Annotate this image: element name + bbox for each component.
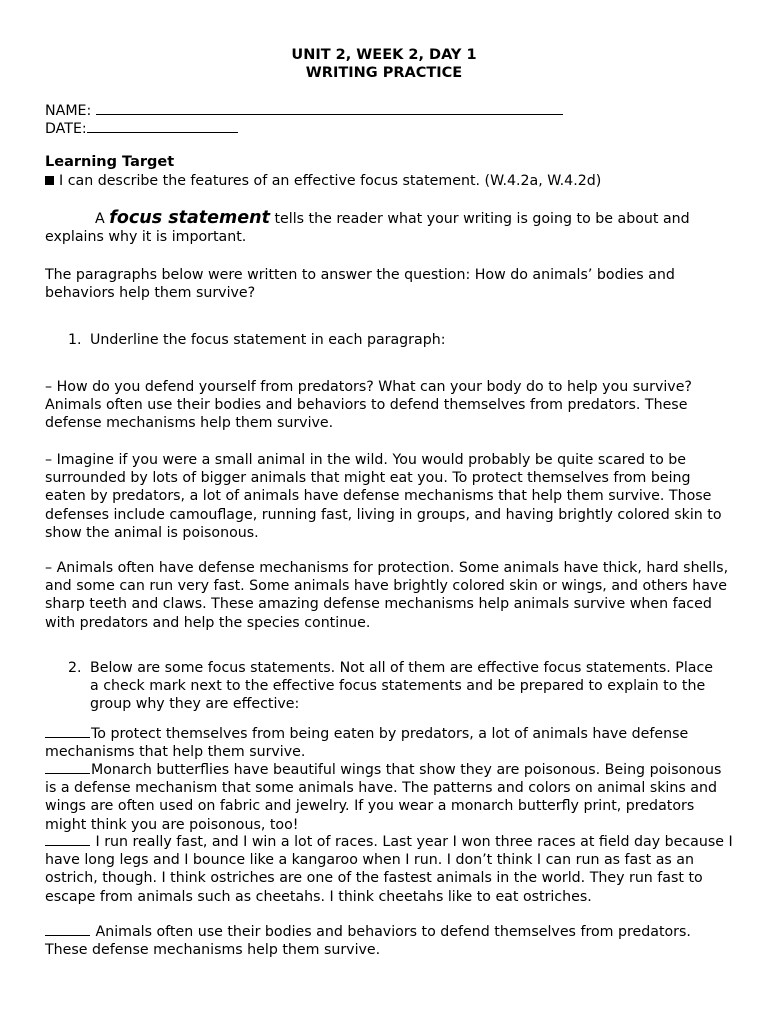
question-1: [68, 331, 748, 349]
statement-4: [45, 922, 735, 959]
question-1-number: 1.: [68, 332, 82, 348]
learning-target-text: I can describe the features of an effective focus statement. (W.4.2a, W.4.2d): [59, 173, 602, 189]
statement-text: I run really fast, and I win a lot of races. Last year I won three races at field day because I have long legs and I bounce like a kangaroo when I run. I don’t think I can run as fast as an ostrich, though. I think ostriches are one of the fastest animals in the world. They run fast to escape from animals such as cheetahs. I think cheetahs like to eat ostriches.: [45, 834, 733, 905]
paragraph-3[interactable]: – Animals often have defense mechanisms for protection. Some animals have thick, hard shells, and some can run very fast. Some animals have brightly colored skin or wings, and others have sharp teeth and claws. These amazing defense mechanisms help animals survive when faced with predators and help the species continue.: [45, 560, 729, 631]
statement-2: [45, 760, 735, 834]
check-blank[interactable]: [45, 832, 90, 846]
statement-text: Monarch butterflies have beautiful wings that show they are poisonous. Being poisonous is a defense mechanism that some animals have. The patterns and colors on animal skins and wings are often used on fabric and jewelry. If you wear a monarch butterfly print, predators might think you are poisonous, too!: [45, 762, 722, 833]
date-line: [45, 119, 238, 137]
check-blank[interactable]: [45, 922, 90, 936]
question-2-number: 2.: [68, 660, 82, 676]
date-blank[interactable]: [87, 119, 238, 133]
statement-text: Animals often use their bodies and behaviors to defend themselves from predators. These defense mechanisms help them survive.: [45, 924, 691, 959]
date-label: DATE:: [45, 121, 87, 137]
question-2-prompt: Below are some focus statements. Not all of them are effective focus statements. Place a check mark next to the effective focus statements and be prepared to explain to the group why they are effective:: [90, 660, 714, 713]
name-label: NAME:: [45, 103, 92, 119]
focus-statement-term: focus statement: [109, 208, 270, 228]
intro-article: A: [95, 211, 105, 227]
statement-3: [45, 832, 735, 906]
square-bullet-icon: [45, 176, 54, 185]
paragraph-2[interactable]: – Imagine if you were a small animal in the wild. You would probably be quite scared to be surrounded by lots of bigger animals that might eat you. To protect themselves from being eaten by predators, a lot of animals have defense mechanisms that help them survive. Those defenses include camouflage, running fast, living in groups, and having brightly colored skin to show the animal is poisonous.: [45, 452, 722, 541]
name-blank[interactable]: [96, 101, 563, 115]
question-1-prompt: Underline the focus statement in each paragraph:: [90, 332, 446, 348]
worksheet-title: WRITING PRACTICE: [305, 65, 463, 81]
statement-text: To protect themselves from being eaten by predators, a lot of animals have defense mechanisms that help them survive.: [45, 726, 689, 761]
intro-rest: tells the reader what your writing is going to be about and explains why it is important.: [45, 211, 690, 246]
context-question: The paragraphs below were written to answer the question: How do animals’ bodies and behaviors help them survive?: [45, 267, 675, 302]
learning-target-item: [45, 173, 601, 189]
question-2: [68, 659, 748, 714]
check-blank[interactable]: [45, 724, 90, 738]
learning-target-heading: Learning Target: [45, 154, 175, 170]
unit-title: UNIT 2, WEEK 2, DAY 1: [291, 47, 477, 63]
focus-statement-definition: [45, 209, 735, 246]
statement-1: [45, 724, 735, 761]
check-blank[interactable]: [45, 760, 90, 774]
name-line: [45, 101, 563, 119]
paragraph-1[interactable]: – How do you defend yourself from predators? What can your body do to help you survive? Animals often use their bodies and behaviors to defend themselves from predators. These defense mechanisms help them survive.: [45, 379, 692, 432]
